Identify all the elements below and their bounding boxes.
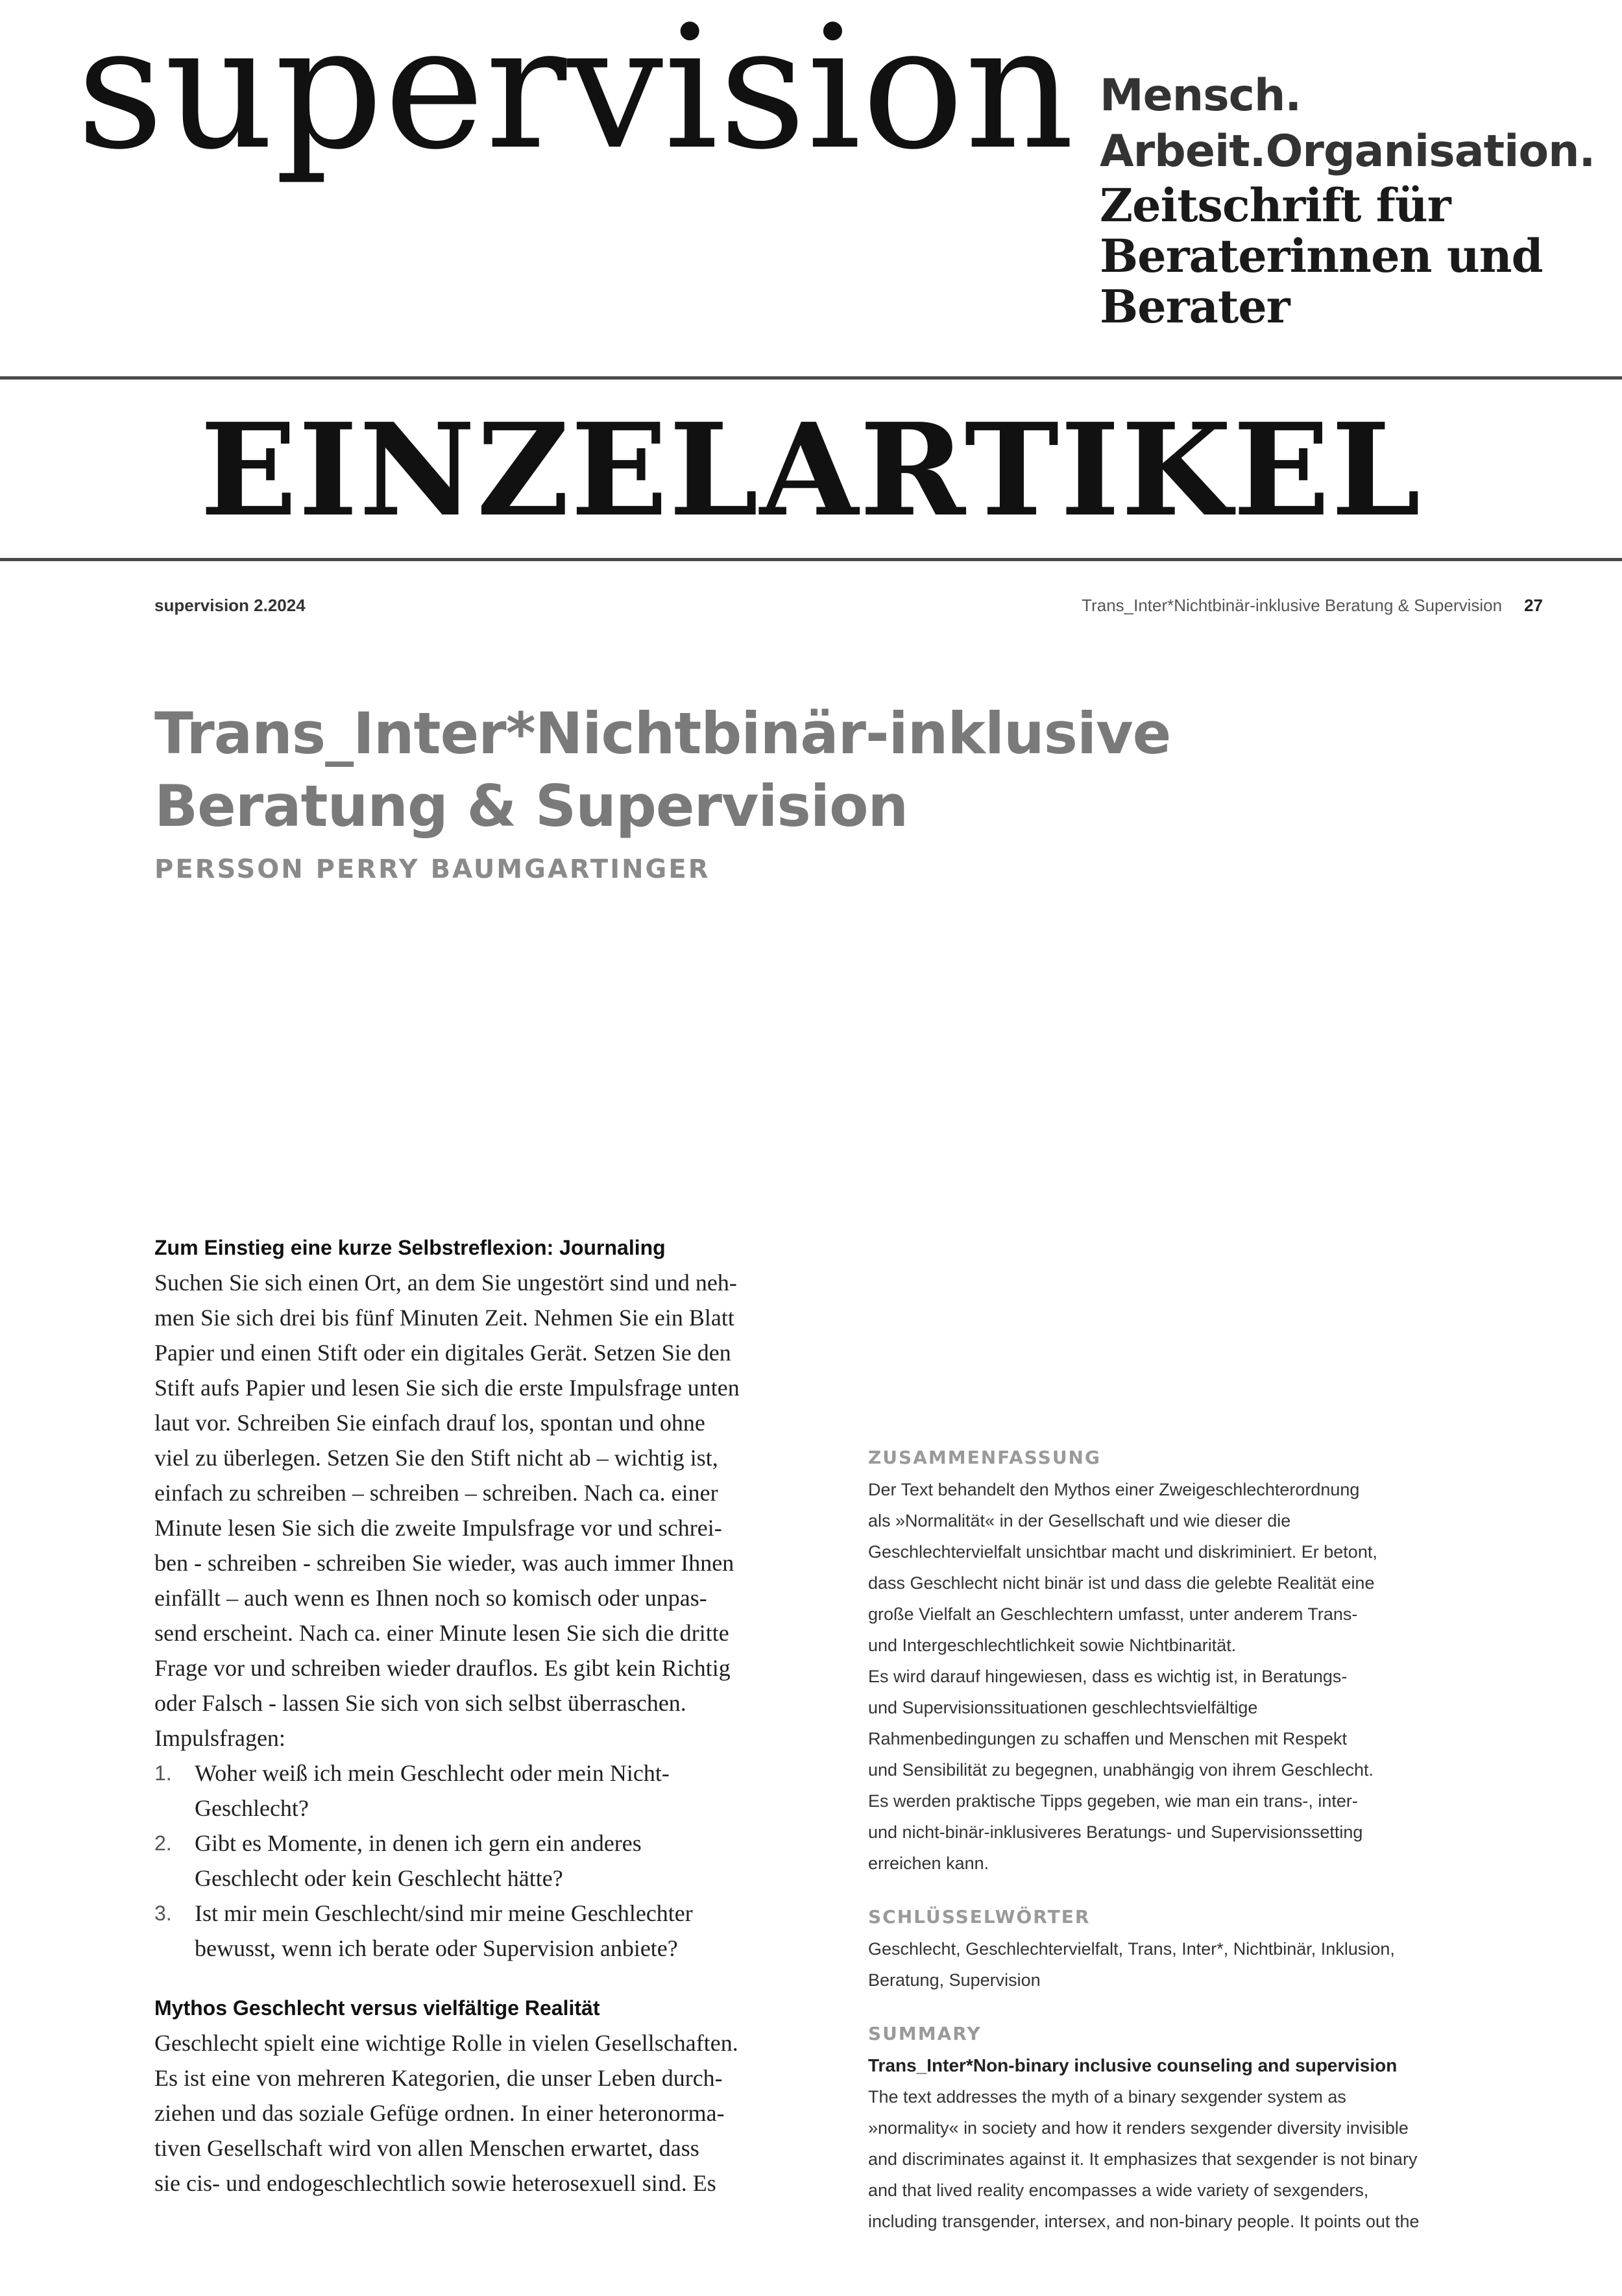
abstract-line: und Sensibilität zu begegnen, unabhängig von ihrem Geschlecht. bbox=[868, 1760, 1374, 1780]
list-number: 1. bbox=[154, 1761, 172, 1785]
body-line: Stift aufs Papier und lesen Sie sich die erste Impulsfrage unten bbox=[154, 1375, 740, 1401]
abstract-line: Rahmenbedingungen zu schaffen und Menschen mit Respekt bbox=[868, 1729, 1347, 1748]
section-heading: Zum Einstieg eine kurze Selbstreflexion: Journaling bbox=[154, 1236, 666, 1259]
list-line: Geschlecht oder kein Geschlecht hätte? bbox=[195, 1865, 563, 1891]
list-number: 2. bbox=[154, 1831, 172, 1855]
article-title bbox=[154, 697, 1170, 843]
banner-rule-bottom bbox=[0, 558, 1622, 561]
body-line: Geschlecht spielt eine wichtige Rolle in vielen Gesellschaften. bbox=[154, 2030, 738, 2056]
abstract-line: und Intergeschlechtlichkeit sowie Nichtbinarität. bbox=[868, 1636, 1237, 1655]
subtitle-line: Beraterinnen und bbox=[1100, 229, 1543, 283]
tagline-line: Arbeit.Organisation. bbox=[1100, 126, 1595, 177]
summary-line: and that lived reality encompasses a wide variety of sexgenders, bbox=[868, 2181, 1369, 2200]
main-text-column bbox=[154, 1230, 836, 2201]
list-line: bewusst, wenn ich berate oder Supervision anbiete? bbox=[195, 1935, 678, 1961]
keywords-heading: SCHLÜSSELWÖRTER bbox=[868, 1906, 1091, 1927]
impulse-questions-list bbox=[154, 1756, 836, 1966]
running-header-article: Trans_Inter*Nichtbinär-inklusive Beratung & Supervision bbox=[1082, 596, 1503, 615]
abstract-line: Der Text behandelt den Mythos einer Zweigeschlechterordnung bbox=[868, 1480, 1360, 1499]
summary-heading: SUMMARY bbox=[868, 2023, 982, 2044]
body-line: oder Falsch - lassen Sie sich von sich selbst überraschen. bbox=[154, 1690, 686, 1716]
section-mythos bbox=[154, 1990, 836, 2201]
abstract-line: und nicht-binär-inklusiveres Beratungs- und Supervisionssetting bbox=[868, 1822, 1363, 1842]
body-line: einfach zu schreiben – schreiben – schreiben. Nach ca. einer bbox=[154, 1480, 718, 1506]
zusammenfassung-heading: ZUSAMMENFASSUNG bbox=[868, 1447, 1101, 1468]
summary-line: and discriminates against it. It emphasizes that sexgender is not binary bbox=[868, 2149, 1418, 2169]
journal-subtitle bbox=[1100, 180, 1543, 332]
list-item bbox=[154, 1826, 836, 1896]
body-line: Es ist eine von mehreren Kategorien, die unser Leben durch- bbox=[154, 2065, 723, 2091]
subtitle-line: Zeitschrift für bbox=[1100, 178, 1451, 232]
abstract-line: als »Normalität« in der Gesellschaft und wie dieser die bbox=[868, 1511, 1291, 1530]
journal-brand-logo: supervision bbox=[77, 0, 1075, 187]
body-line: viel zu überlegen. Setzen Sie den Stift nicht ab – wichtig ist, bbox=[154, 1445, 718, 1471]
body-line: ziehen und das soziale Gefüge ordnen. In einer heteronorma- bbox=[154, 2100, 725, 2126]
tagline-line: Mensch. bbox=[1100, 70, 1301, 121]
body-line: laut vor. Schreiben Sie einfach drauf los, spontan und ohne bbox=[154, 1410, 705, 1436]
body-line: send erscheint. Nach ca. einer Minute lesen Sie sich die dritte bbox=[154, 1620, 729, 1646]
abstract-line: Geschlechtervielfalt unsichtbar macht und diskriminiert. Er betont, bbox=[868, 1542, 1377, 1562]
list-line: Ist mir mein Geschlecht/sind mir meine Geschlechter bbox=[195, 1900, 693, 1926]
abstract-line: Es werden praktische Tipps gegeben, wie man ein trans-, inter- bbox=[868, 1791, 1358, 1811]
title-line: Beratung & Supervision bbox=[154, 773, 908, 840]
list-line: Gibt es Momente, in denen ich gern ein anderes bbox=[195, 1830, 642, 1856]
list-item bbox=[154, 1896, 836, 1966]
subtitle-line: Berater bbox=[1100, 280, 1290, 333]
summary-line: including transgender, intersex, and non-binary people. It points out the bbox=[868, 2212, 1420, 2231]
body-line: Minute lesen Sie sich die zweite Impulsfrage vor und schrei- bbox=[154, 1515, 722, 1541]
list-line: Woher weiß ich mein Geschlecht oder mein Nicht- bbox=[195, 1760, 670, 1786]
body-line: ben - schreiben - schreiben Sie wieder, was auch immer Ihnen bbox=[154, 1550, 734, 1576]
section-heading: Mythos Geschlecht versus vielfältige Realität bbox=[154, 1996, 600, 2020]
running-header-issue: supervision 2.2024 bbox=[154, 596, 306, 615]
title-line: Trans_Inter*Nichtbinär-inklusive bbox=[154, 700, 1171, 767]
abstract-line: erreichen kann. bbox=[868, 1854, 989, 1873]
body-line: Frage vor und schreiben wieder drauflos. Es gibt kein Richtig bbox=[154, 1655, 731, 1681]
summary-line: »normality« in society and how it renders sexgender diversity invisible bbox=[868, 2118, 1409, 2138]
body-line: tiven Gesellschaft wird von allen Menschen erwartet, dass bbox=[154, 2135, 699, 2161]
abstract-line: große Vielfalt an Geschlechtern umfasst, unter anderem Trans- bbox=[868, 1604, 1358, 1624]
abstract-line: Es wird darauf hingewiesen, dass es wichtig ist, in Beratungs- bbox=[868, 1667, 1348, 1686]
abstract-line: dass Geschlecht nicht binär ist und dass die gelebte Realität eine bbox=[868, 1573, 1375, 1593]
summary-title: Trans_Inter*Non-binary inclusive counseling and supervision bbox=[868, 2055, 1398, 2075]
body-line: Papier und einen Stift oder ein digitales Gerät. Setzen Sie den bbox=[154, 1340, 731, 1366]
keywords-line: Geschlecht, Geschlechtervielfalt, Trans, Inter*, Nichtbinär, Inklusion, bbox=[868, 1939, 1395, 1959]
summary-line: The text addresses the myth of a binary sexgender system as bbox=[868, 2087, 1346, 2107]
journal-tagline bbox=[1100, 68, 1595, 180]
body-line: Suchen Sie sich einen Ort, an dem Sie ungestört sind und neh- bbox=[154, 1270, 737, 1296]
abstract-column bbox=[868, 1442, 1549, 2237]
page-number: 27 bbox=[1524, 596, 1543, 615]
running-header-right bbox=[1082, 596, 1543, 616]
list-number: 3. bbox=[154, 1902, 172, 1925]
list-line: Geschlecht? bbox=[195, 1795, 309, 1821]
banner-rule-top bbox=[0, 376, 1622, 380]
body-line: einfällt – auch wenn es Ihnen noch so komisch oder unpas- bbox=[154, 1585, 707, 1611]
list-item bbox=[154, 1756, 836, 1826]
body-line: men Sie sich drei bis fünf Minuten Zeit. Nehmen Sie ein Blatt bbox=[154, 1305, 734, 1331]
keywords-line: Beratung, Supervision bbox=[868, 1970, 1041, 1990]
abstract-line: und Supervisionssituationen geschlechtsvielfältige bbox=[868, 1698, 1258, 1717]
body-line: Impulsfragen: bbox=[154, 1725, 285, 1751]
einzelartikel-banner: EINZELARTIKEL bbox=[200, 396, 1422, 545]
body-line: sie cis- und endogeschlechtlich sowie heterosexuell sind. Es bbox=[154, 2170, 716, 2196]
article-author: PERSSON PERRY BAUMGARTINGER bbox=[154, 854, 710, 884]
